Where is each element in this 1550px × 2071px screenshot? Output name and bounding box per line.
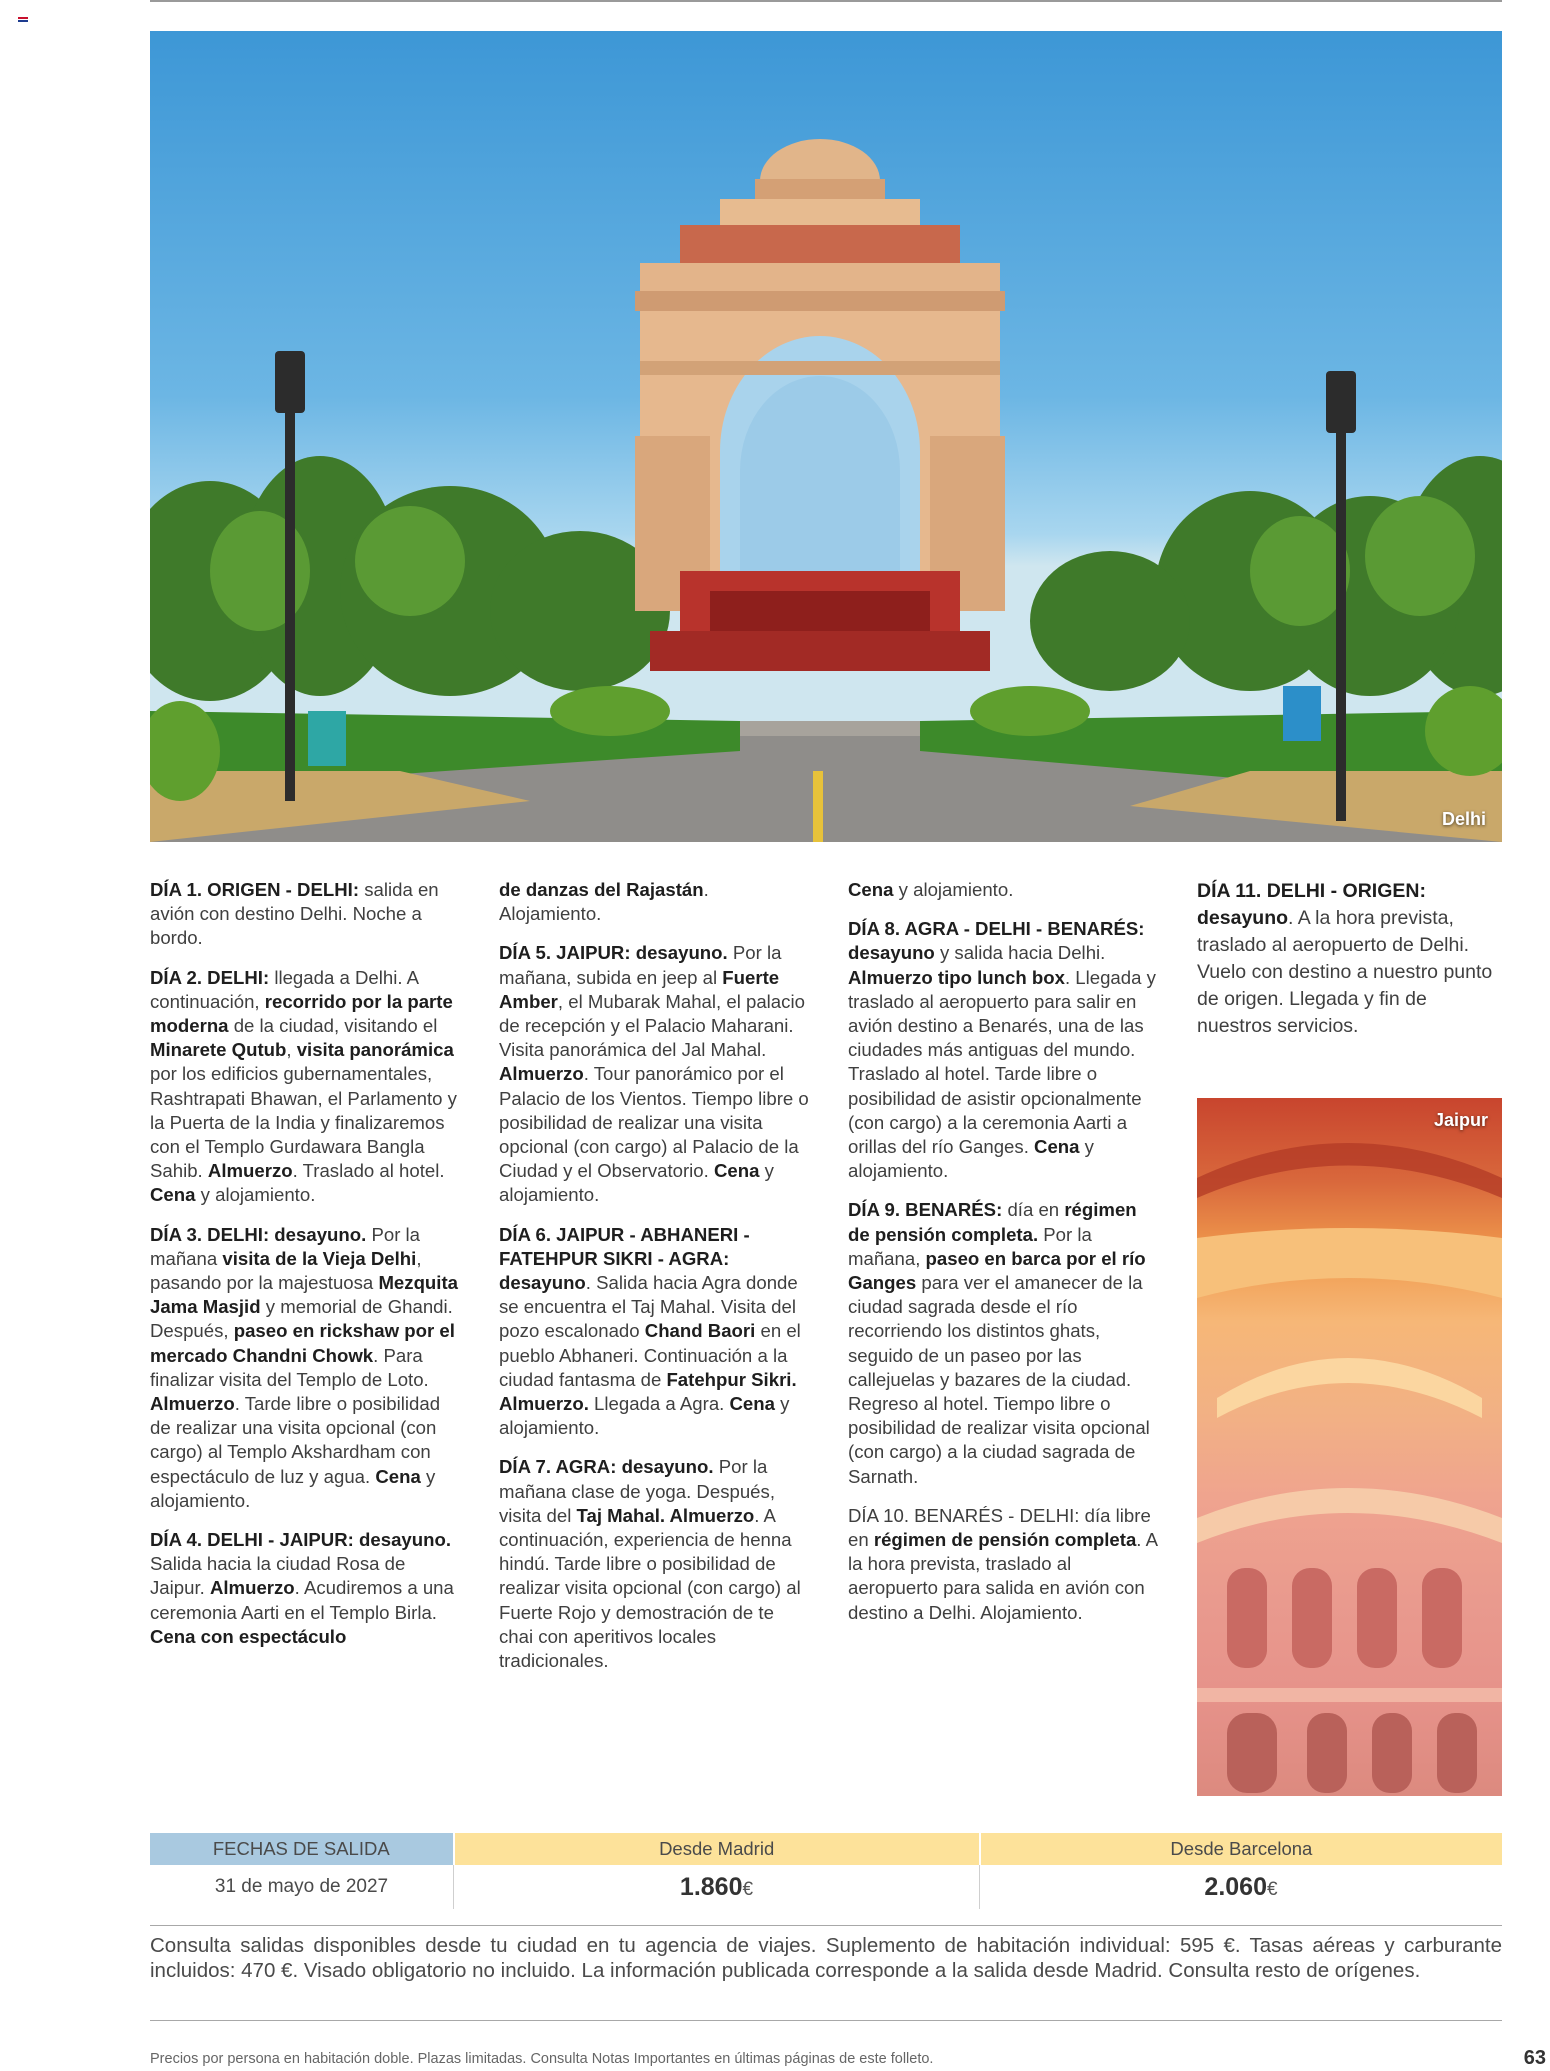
- itinerary-day-paragraph: [499, 941, 811, 1207]
- itinerary-highlight: DÍA 6. JAIPUR - ABHANERI - FATEHPUR SIKRI - AGRA: desayuno: [499, 1223, 750, 1294]
- divider: [150, 2020, 1502, 2021]
- madrid-price-cell: [454, 1865, 980, 1909]
- itinerary-day-paragraph: [150, 878, 460, 951]
- itinerary-text: . Tarde libre o posibilidad de realizar una visita opcional (con cargo) al Templo Akshardham con espectáculo de luz y agua.: [150, 1393, 441, 1487]
- departure-date: 31 de mayo de 2027: [150, 1865, 454, 1909]
- madrid-price: 1.860: [679, 1873, 743, 1901]
- dates-header: FECHAS DE SALIDA: [150, 1833, 453, 1865]
- itinerary-highlight: DÍA 11. DELHI - ORIGEN: desayuno: [1197, 880, 1426, 929]
- top-rule: [150, 0, 1502, 2]
- itinerary-text: Por la mañana,: [848, 1223, 1092, 1269]
- itinerary-highlight: Almuerzo tipo lunch box: [848, 966, 1065, 988]
- itinerary-day-paragraph: [848, 917, 1158, 1183]
- itinerary-highlight: DÍA 5. JAIPUR: desayuno.: [499, 942, 728, 964]
- itinerary-highlight: DÍA 7. AGRA: desayuno.: [499, 1456, 714, 1478]
- itinerary-highlight: Cena con espectáculo: [150, 1625, 347, 1647]
- barcelona-price-cell: [980, 1865, 1502, 1909]
- itinerary-highlight: Almuerzo: [207, 1160, 293, 1182]
- itinerary-highlight: Fatehpur Sikri. Almuerzo.: [499, 1368, 797, 1415]
- itinerary-text: Llegada a Agra.: [588, 1393, 730, 1415]
- itinerary-day-paragraph: [848, 878, 1158, 902]
- itinerary-highlight: Taj Mahal. Almuerzo: [576, 1504, 755, 1526]
- itinerary-text: Salida hacia la ciudad Rosa de Jaipur.: [150, 1553, 406, 1599]
- price-table: [150, 1833, 1502, 1909]
- itinerary-highlight: Cena: [713, 1160, 760, 1182]
- madrid-header: Desde Madrid: [453, 1833, 979, 1865]
- itinerary-text: . Tour panorámico por el Palacio de los Vientos. Tiempo libre o posibilidad de realizar una visita opcional (con cargo) al Palacio de la Ciudad y el Observatorio.: [499, 1063, 809, 1182]
- currency-symbol: €: [742, 1879, 754, 1900]
- itinerary-highlight: DÍA 8. AGRA - DELHI - BENARÉS: desayuno: [848, 918, 1145, 964]
- india-gate-illustration: [150, 31, 1502, 842]
- itinerary-text: Por la mañana, subida en jeep al: [499, 942, 782, 988]
- itinerary-highlight: Chand Baori: [644, 1320, 756, 1342]
- itinerary-text: . Llegada y traslado al aeropuerto para salir en avión destino a Benarés, una de las ciudades más antiguas del mundo. Traslado al hotel. Tarde libre o posibilidad de asistir opcionalmente (con cargo) a la ceremonia Aarti a orillas del río Ganges.: [848, 966, 1156, 1158]
- itinerary-highlight: DÍA 1. ORIGEN - DELHI:: [150, 879, 360, 900]
- itinerary-highlight: Cena: [375, 1465, 421, 1487]
- itinerary-column-2: [499, 878, 811, 1688]
- barcelona-price: 2.060: [1204, 1873, 1267, 1901]
- itinerary-highlight: Cena: [848, 879, 894, 900]
- itinerary-text: , pasando por la majestuosa: [150, 1247, 422, 1294]
- itinerary-day-paragraph: [1197, 878, 1502, 1040]
- itinerary-column-1: [150, 878, 460, 1664]
- itinerary-highlight: visita panorámica: [296, 1039, 454, 1061]
- itinerary-highlight: régimen de pensión completa: [873, 1529, 1137, 1551]
- hero-photo-india-gate: [150, 31, 1502, 842]
- currency-symbol: €: [1266, 1879, 1278, 1900]
- itinerary-highlight: paseo en rickshaw por el mercado Chandni Chowk: [150, 1320, 455, 1366]
- footer-note: Precios por persona en habitación doble. Plazas limitadas. Consulta Notas Importantes en últimas páginas de este folleto.: [150, 2051, 934, 2067]
- itinerary-text: día en: [1002, 1199, 1065, 1221]
- jaipur-caption: Jaipur: [1433, 1110, 1488, 1130]
- itinerary-text: por los edificios gubernamentales, Rashtrapati Bhawan, el Parlamento y la Puerta de la India y finalizaremos con el Templo Gurdawara Bangla Sahib.: [150, 1063, 457, 1182]
- itinerary-highlight: de danzas del Rajastán: [499, 879, 704, 900]
- itinerary-text: . A la hora prevista, traslado al aeropuerto de Delhi. Vuelo con destino a nuestro punto de origen. Llegada y fin de nuestros servicios.: [1197, 907, 1493, 1037]
- hero-caption: Delhi: [1441, 809, 1486, 829]
- itinerary-text: Por la mañana clase de yoga. Después, visita del: [499, 1456, 775, 1526]
- itinerary-text: ,: [286, 1039, 297, 1061]
- itinerary-day-paragraph: [848, 1504, 1158, 1625]
- price-table-row: [150, 1865, 1502, 1909]
- itinerary-highlight: visita de la Vieja Delhi: [222, 1247, 417, 1269]
- itinerary-text: . Salida hacia Agra donde se encuentra el Taj Mahal. Visita del pozo escalonado: [499, 1272, 798, 1342]
- itinerary-highlight: DÍA 4. DELHI - JAIPUR: desayuno.: [150, 1529, 451, 1551]
- itinerary-highlight: Almuerzo: [150, 1393, 235, 1415]
- itinerary-text: y alojamiento.: [499, 1393, 790, 1439]
- itinerary-text: para ver el amanecer de la ciudad sagrada desde el río recorriendo los distintos ghats, seguido de un paseo por las callejuelas y bazares de la ciudad. Regreso al hotel. Tiempo libre o posibilidad de realizar visita opcional (con cargo) a la ciudad sagrada de Sarnath.: [848, 1272, 1150, 1487]
- itinerary-text: y alojamiento.: [150, 1465, 436, 1511]
- flag-icon: [18, 17, 28, 25]
- itinerary-text: . Acudiremos a una ceremonia Aarti en el Templo Birla.: [150, 1577, 454, 1623]
- itinerary-column-3: [848, 878, 1158, 1640]
- price-table-header: [150, 1833, 1502, 1865]
- itinerary-highlight: paseo en barca por el río Ganges: [848, 1247, 1146, 1294]
- itinerary-text: Por la mañana: [150, 1223, 421, 1269]
- itinerary-highlight: Almuerzo: [209, 1577, 295, 1599]
- itinerary-text: . A la hora prevista, traslado al aeropuerto para salida en avión con destino a Delhi. Alojamiento.: [848, 1529, 1157, 1623]
- itinerary-day-paragraph: [499, 1455, 811, 1673]
- page-number: 63: [1523, 2047, 1546, 2069]
- itinerary-text: DÍA 10. BENARÉS - DELHI: día libre en: [848, 1504, 1151, 1551]
- itinerary-text: , el Mubarak Mahal, el palacio de recepción y el Palacio Maharani. Visita panorámica del Jal Mahal.: [499, 990, 805, 1061]
- itinerary-day-paragraph: [150, 966, 460, 1208]
- itinerary-highlight: DÍA 9. BENARÉS:: [848, 1199, 1003, 1221]
- itinerary-day-paragraph: [848, 1198, 1158, 1488]
- itinerary-text: y memorial de Ghandi. Después,: [150, 1296, 453, 1342]
- itinerary-text: salida en avión con destino Delhi. Noche a bordo.: [150, 879, 439, 949]
- itinerary-highlight: Fuerte Amber: [499, 966, 780, 1012]
- itinerary-day-paragraph: [150, 1223, 460, 1513]
- itinerary-text: . Para finalizar visita del Templo de Loto.: [150, 1344, 429, 1390]
- itinerary-highlight: Cena: [729, 1393, 775, 1415]
- itinerary-highlight: Cena: [1034, 1136, 1080, 1158]
- barcelona-header: Desde Barcelona: [979, 1833, 1502, 1865]
- itinerary-highlight: Minarete Qutub: [150, 1039, 287, 1061]
- itinerary-highlight: Cena: [150, 1184, 196, 1206]
- itinerary-text: y alojamiento.: [893, 879, 1014, 900]
- itinerary-text: y alojamiento.: [848, 1136, 1094, 1182]
- travel-notes: Consulta salidas disponibles desde tu ciudad en tu agencia de viajes. Suplemento de habitación individual: 595 €. Tasas aéreas y carburante incluidos: 470 €. Visado obligatorio no incluido. La información publicada corresponde a la salida desde Madrid. Consulta resto de orígenes.: [150, 1934, 1502, 1982]
- itinerary-column-4: [1197, 878, 1502, 1055]
- itinerary-highlight: Mezquita Jama Masjid: [150, 1272, 458, 1318]
- jaipur-photo: [1197, 1098, 1502, 1796]
- itinerary-text: y salida hacia Delhi.: [934, 942, 1106, 964]
- itinerary-day-paragraph: [150, 1528, 460, 1649]
- jaipur-palace-illustration: [1197, 1098, 1502, 1796]
- itinerary-text: . A continuación, experiencia de henna hindú. Tarde libre o posibilidad de realizar visita opcional (con cargo) al Fuerte Rojo y demostración de te chai con aperitivos locales tradicionales.: [499, 1504, 801, 1672]
- itinerary-text: en el pueblo Abhaneri. Continuación a la ciudad fantasma de: [499, 1320, 801, 1390]
- itinerary-day-paragraph: [499, 878, 811, 926]
- itinerary-day-paragraph: [499, 1223, 811, 1441]
- divider: [150, 1925, 1502, 1926]
- itinerary-text: de la ciudad, visitando el: [228, 1015, 438, 1037]
- itinerary-highlight: DÍA 2. DELHI:: [150, 966, 270, 988]
- itinerary-highlight: DÍA 3. DELHI: desayuno.: [150, 1223, 367, 1245]
- itinerary-highlight: régimen de pensión completa.: [848, 1199, 1137, 1245]
- itinerary-text: . Traslado al hotel.: [292, 1160, 445, 1182]
- itinerary-text: y alojamiento.: [499, 1160, 774, 1206]
- itinerary-highlight: recorrido por la parte moderna: [150, 990, 453, 1037]
- itinerary-text: llegada a Delhi. A continuación,: [150, 966, 419, 1012]
- itinerary-text: . Alojamiento.: [499, 879, 709, 925]
- itinerary-text: y alojamiento.: [195, 1184, 316, 1206]
- itinerary-highlight: Almuerzo: [499, 1063, 584, 1085]
